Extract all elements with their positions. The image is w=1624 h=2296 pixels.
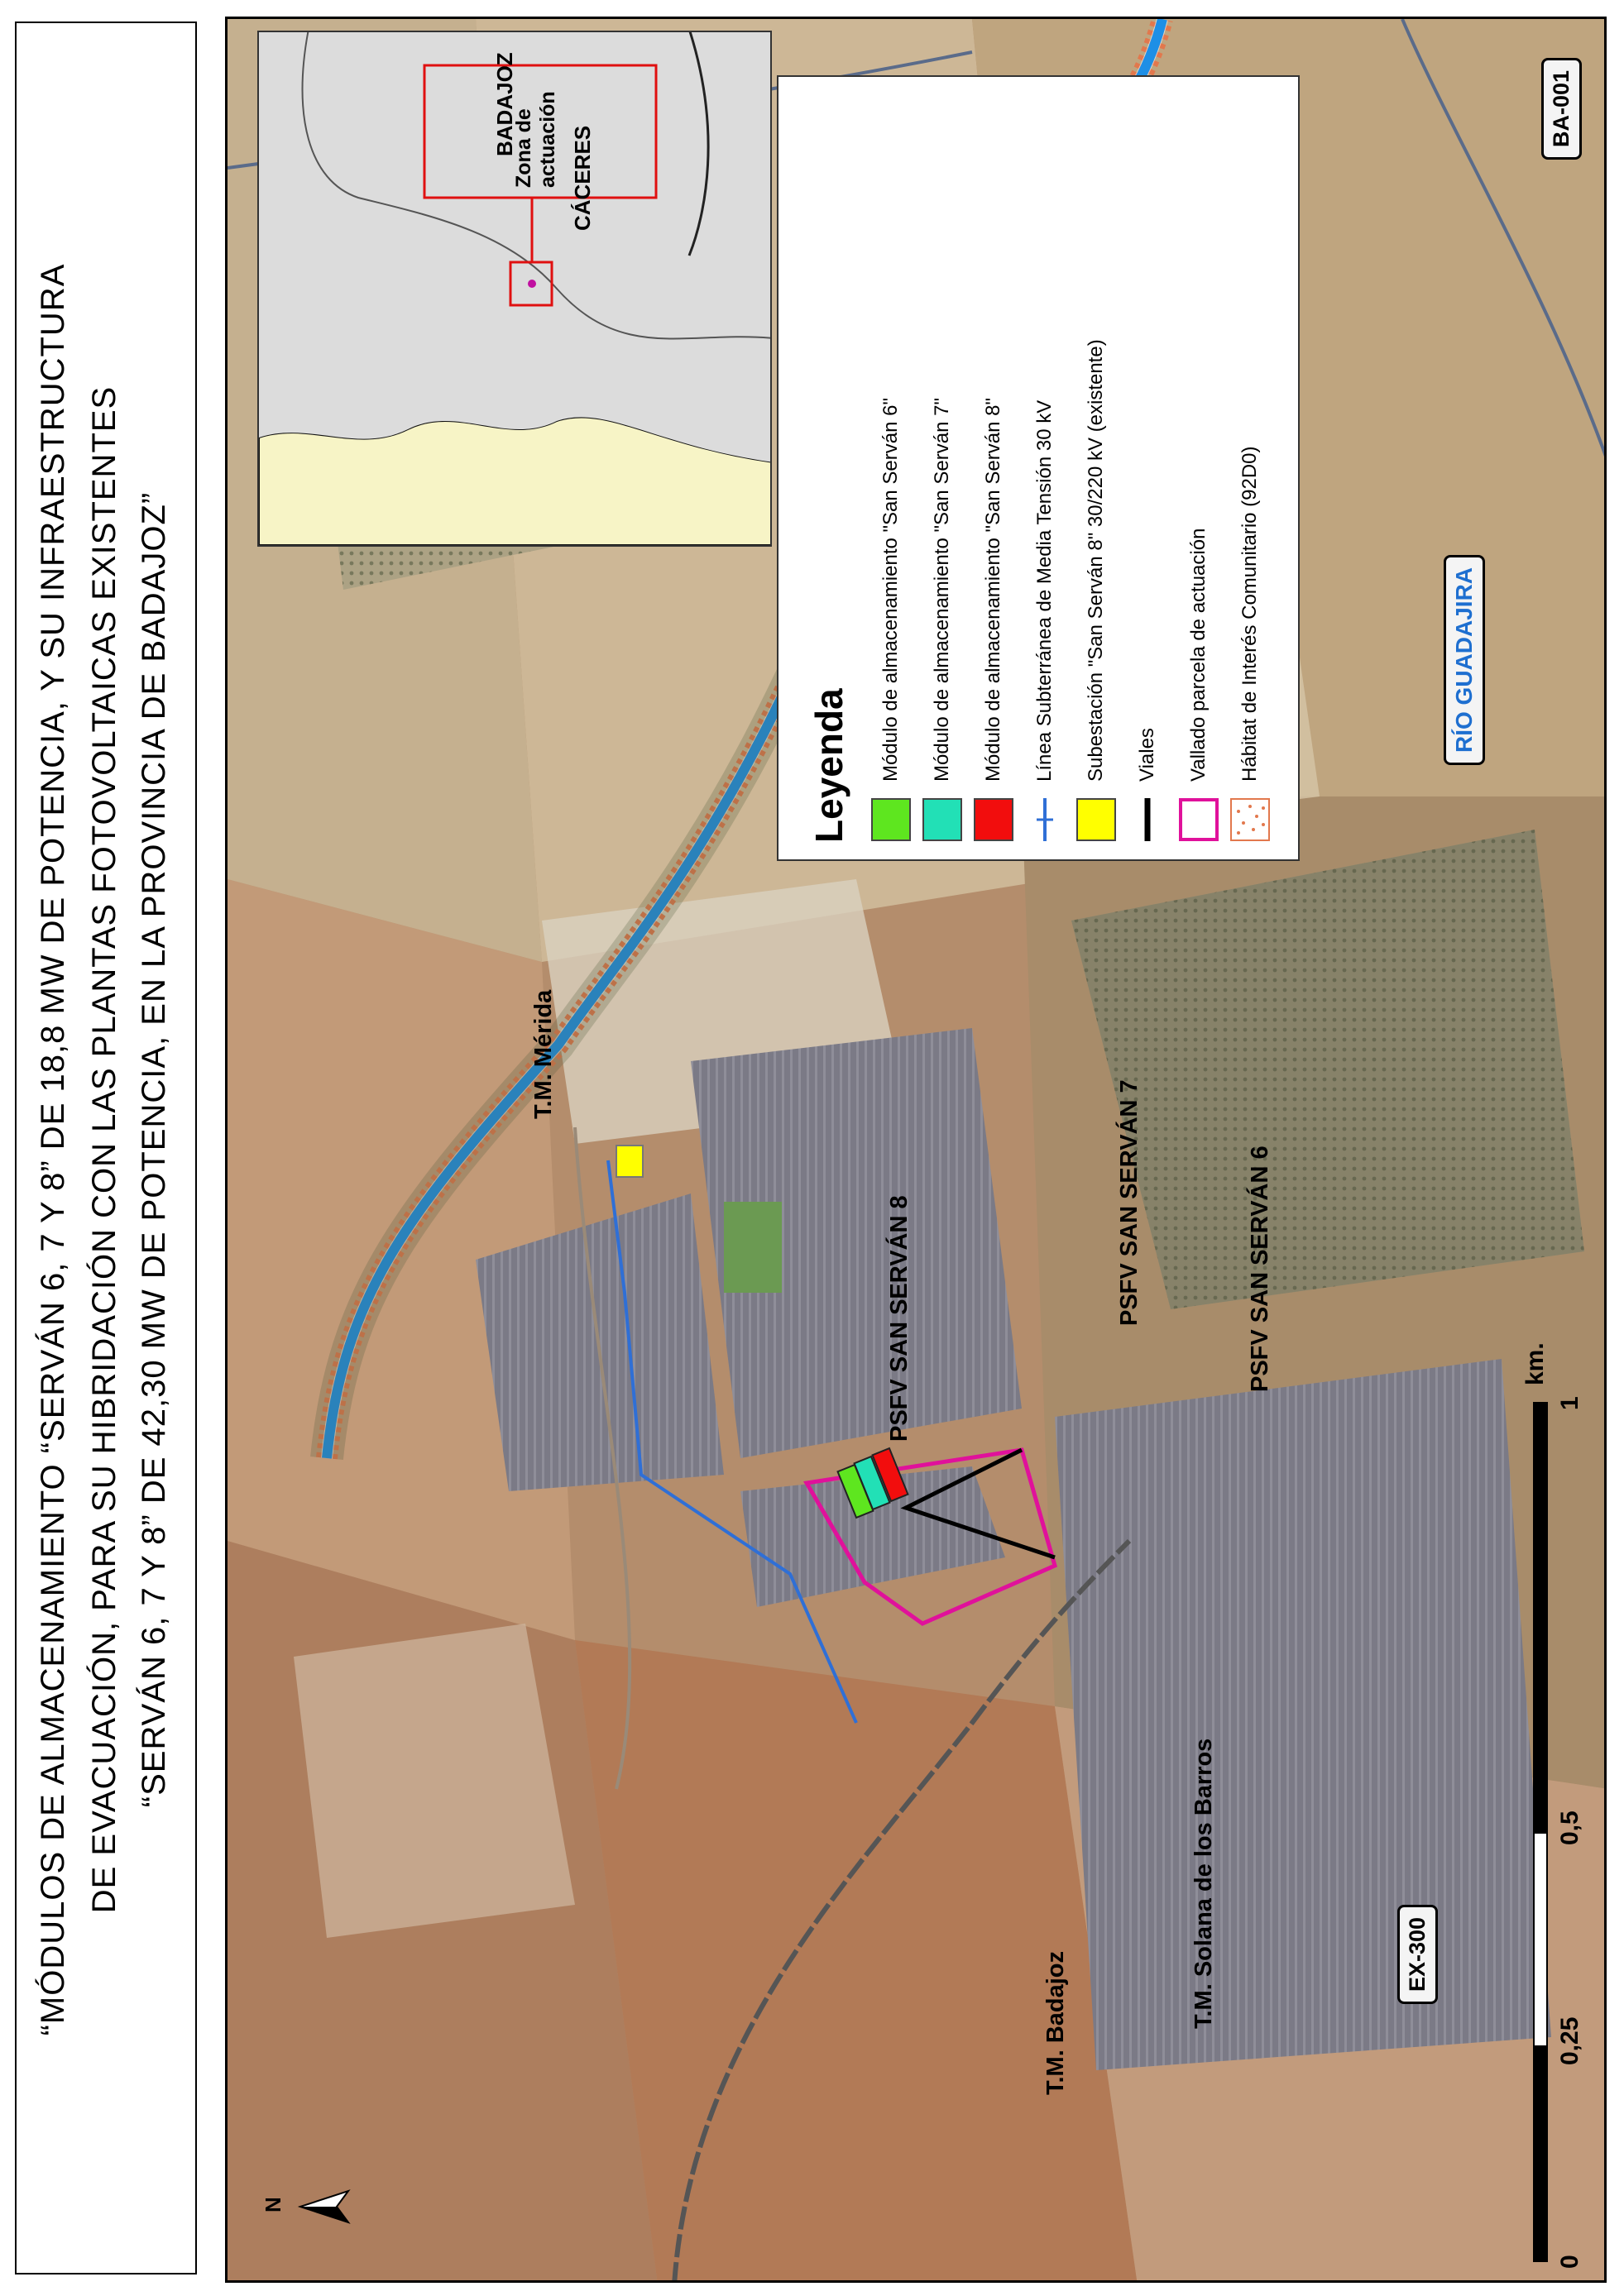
scale-unit: km. bbox=[1521, 1342, 1549, 1385]
legend-item-label: Viales bbox=[1136, 728, 1158, 782]
inset-label-badajoz: BADAJOZ bbox=[492, 52, 517, 156]
legend bbox=[777, 75, 1300, 861]
north-label: N bbox=[261, 2197, 285, 2212]
title-line-1: “MÓDULOS DE ALMACENAMIENTO “SERVÁN 6, 7 Y 8” DE 18,8 MW DE POTENCIA, Y SU INFRAESTRUCTURA bbox=[35, 263, 71, 2036]
label-psfv-san-servan-8: PSFV SAN SERVÁN 8 bbox=[886, 1195, 913, 1442]
legend-swatch-green bbox=[871, 798, 911, 841]
legend-item-label: Módulo de almacenamiento "San Serván 8" bbox=[982, 398, 1004, 782]
label-tm-solana: T.M. Solana de los Barros bbox=[1190, 1738, 1217, 2029]
label-tm-merida: T.M. Mérida bbox=[530, 989, 557, 1119]
label-psfv-san-servan-6: PSFV SAN SERVÁN 6 bbox=[1247, 1146, 1273, 1392]
scale-segment-2 bbox=[1533, 1832, 1548, 2047]
scale-tick-025: 0,25 bbox=[1556, 2016, 1583, 2065]
title-box bbox=[15, 22, 197, 2274]
map-canvas[interactable] bbox=[228, 19, 1607, 2283]
title-line-2: DE EVACUACIÓN, PARA SU HIBRIDACIÓN CON LAS PLANTAS FOTOVOLTAICAS EXISTENTES bbox=[86, 385, 122, 1914]
road-ex300-shield: EX-300 bbox=[1397, 1905, 1438, 2004]
road-ba001-shield: BA-001 bbox=[1541, 58, 1582, 160]
legend-item-label: Línea Subterránea de Media Tensión 30 kV bbox=[1033, 399, 1056, 782]
legend-line-icon bbox=[1025, 798, 1065, 841]
north-arrow bbox=[297, 2178, 355, 2236]
north-arrow-icon bbox=[297, 2178, 355, 2236]
legend-road-icon bbox=[1128, 798, 1167, 841]
scale-tick-1: 1 bbox=[1556, 1396, 1583, 1410]
scale-tick-0: 0 bbox=[1556, 2255, 1583, 2269]
legend-item-label: Módulo de almacenamiento "San Serván 7" bbox=[931, 398, 953, 782]
scale-segment-1 bbox=[1533, 2047, 1548, 2262]
scale-bar bbox=[1521, 1342, 1596, 2269]
legend-item-label: Hábitat de Interés Comunitario (92D0) bbox=[1238, 446, 1261, 782]
legend-item-label: Módulo de almacenamiento "San Serván 6" bbox=[879, 398, 902, 782]
legend-item-label: Vallado parcela de actuación bbox=[1187, 528, 1210, 782]
scale-tick-05: 0,5 bbox=[1556, 1810, 1583, 1845]
label-tm-badajoz: T.M. Badajoz bbox=[1042, 1950, 1069, 2095]
legend-swatch-yellow bbox=[1076, 798, 1116, 841]
legend-item-label: Subestación "San Serván 8" 30/220 kV (existente) bbox=[1085, 339, 1107, 782]
scale-segment-3 bbox=[1533, 1402, 1548, 1832]
legend-swatch-outline bbox=[1179, 798, 1219, 841]
inset-label-caceres: CÁCERES bbox=[570, 125, 595, 231]
label-psfv-san-servan-7: PSFV SAN SERVÁN 7 bbox=[1116, 1079, 1143, 1326]
legend-dots-icon bbox=[1230, 798, 1270, 841]
inset-label-zona-actuacion: Zona de actuación bbox=[512, 91, 559, 188]
label-rio-guadajira: RÍO GUADAJIRA bbox=[1444, 555, 1485, 765]
legend-title: Leyenda bbox=[807, 688, 850, 843]
legend-swatch-cyan bbox=[922, 798, 962, 841]
legend-swatch-red bbox=[974, 798, 1013, 841]
inset-location-map bbox=[257, 31, 772, 547]
title-block bbox=[17, 23, 199, 2276]
map-frame[interactable] bbox=[225, 17, 1607, 2283]
title-line-3: “SERVÁN 6, 7 Y 8” DE 42,30 MW DE POTENCIA, EN LA PROVINCIA DE BADAJOZ” bbox=[136, 491, 172, 1808]
